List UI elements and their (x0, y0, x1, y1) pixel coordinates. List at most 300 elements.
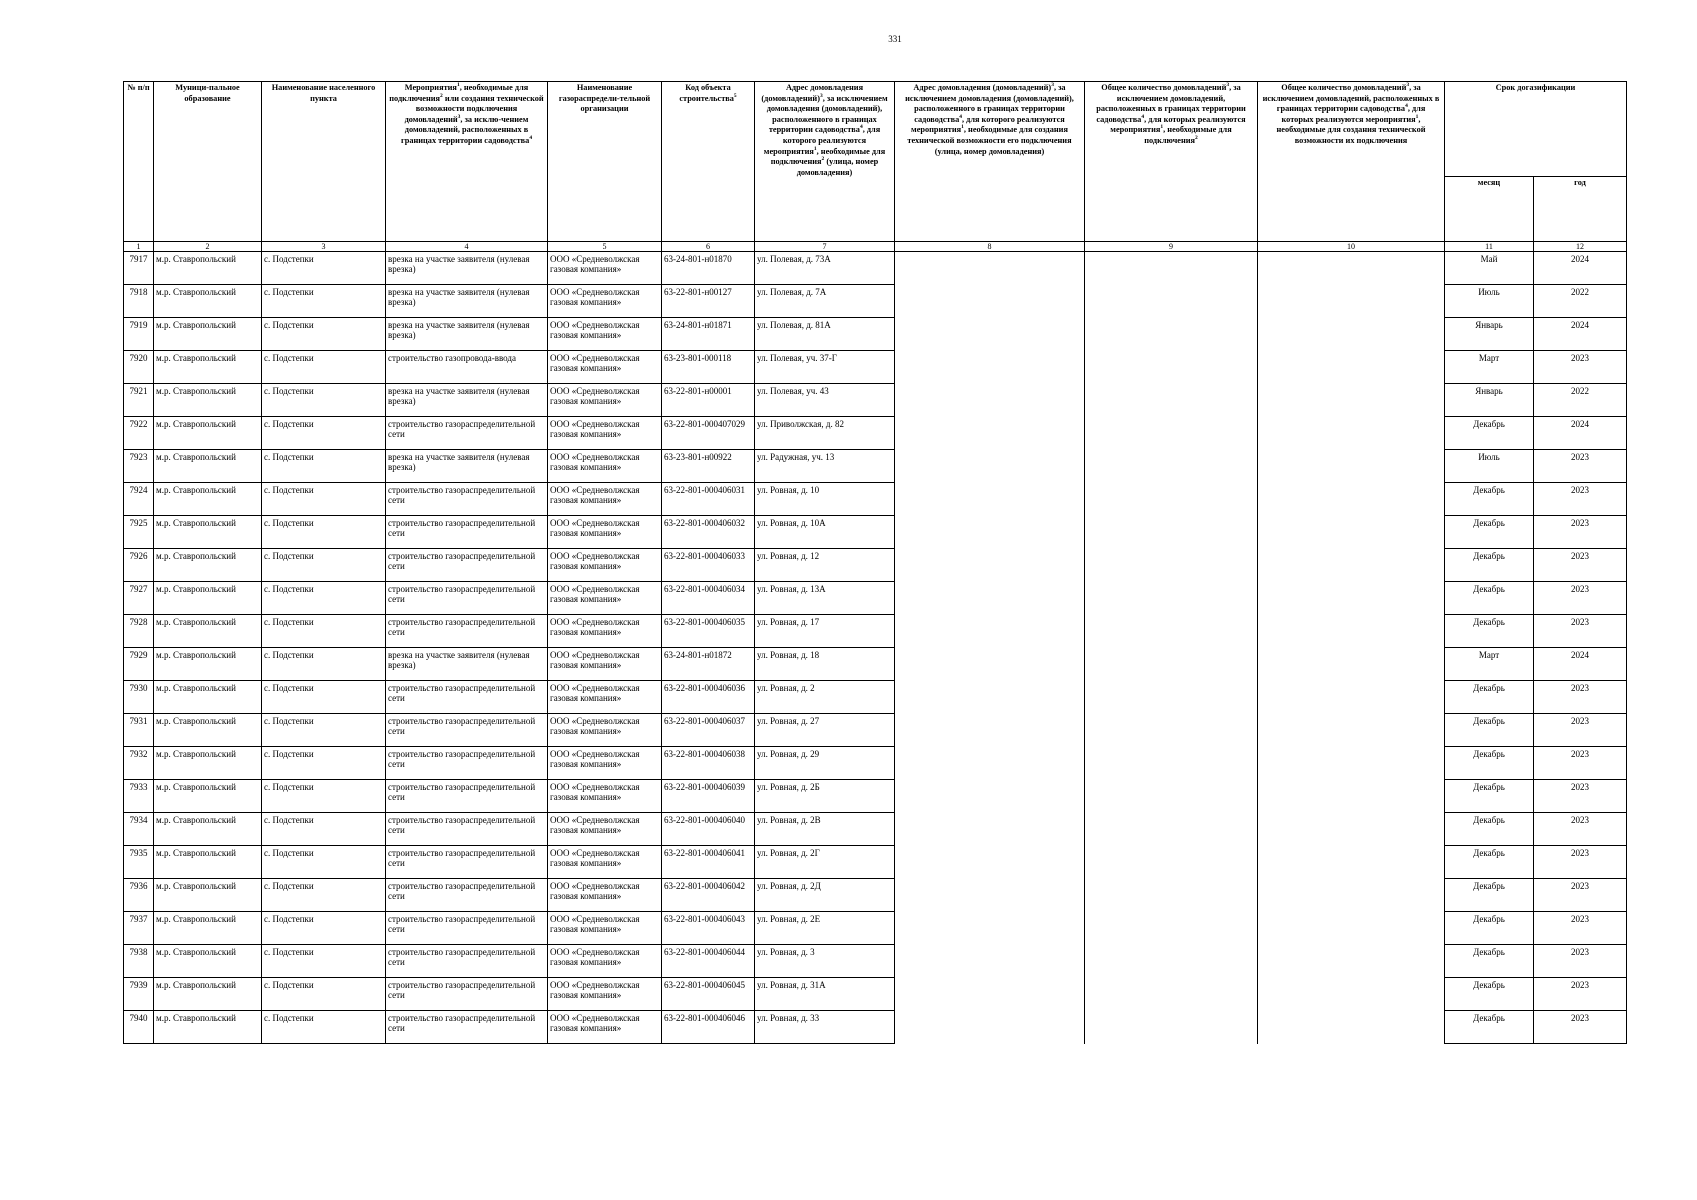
column-number: 9 (1085, 242, 1258, 252)
table-row (124, 681, 1627, 714)
row-total-technical (1258, 252, 1445, 285)
row-organization: ООО «Средневолжская газовая компания» (548, 384, 662, 417)
row-number: 7940 (124, 1011, 154, 1044)
row-object-code: 63-22-801-000406045 (662, 978, 755, 1011)
row-address-technical (895, 450, 1085, 483)
row-address: ул. Ровная, д. 2В (755, 813, 895, 846)
header-address-technical: Адрес домовладения (домовладений)$^3$, за исключением домовладения (домовладений), расположенного в границах территории садоводства$^4$, для которого реализуются мероприятия$^1$, необходимые для создания технической возможности его подключения (улица, номер домовладения) (895, 82, 1085, 242)
row-number: 7932 (124, 747, 154, 780)
row-object-code: 63-22-801-н00001 (662, 384, 755, 417)
row-address: ул. Ровная, д. 13А (755, 582, 895, 615)
table-row (124, 582, 1627, 615)
row-municipality: м.р. Ставропольский (154, 516, 262, 549)
row-organization: ООО «Средневолжская газовая компания» (548, 912, 662, 945)
row-number: 7927 (124, 582, 154, 615)
row-total-connection (1085, 450, 1258, 483)
row-month: Декабрь (1445, 615, 1534, 648)
table-row (124, 912, 1627, 945)
row-total-connection (1085, 648, 1258, 681)
row-object-code: 63-22-801-000406036 (662, 681, 755, 714)
row-month: Май (1445, 252, 1534, 285)
row-year: 2023 (1534, 681, 1627, 714)
row-measure: врезка на участке заявителя (нулевая врезка) (386, 384, 548, 417)
row-total-connection (1085, 285, 1258, 318)
table-row (124, 813, 1627, 846)
row-organization: ООО «Средневолжская газовая компания» (548, 1011, 662, 1044)
row-organization: ООО «Средневолжская газовая компания» (548, 549, 662, 582)
row-total-technical (1258, 351, 1445, 384)
row-number: 7918 (124, 285, 154, 318)
row-object-code: 63-22-801-000406038 (662, 747, 755, 780)
row-address: ул. Ровная, д. 2Б (755, 780, 895, 813)
table-row (124, 450, 1627, 483)
row-address: ул. Полевая, д. 81А (755, 318, 895, 351)
row-number: 7930 (124, 681, 154, 714)
row-year: 2023 (1534, 879, 1627, 912)
row-number: 7934 (124, 813, 154, 846)
column-number: 1 (124, 242, 154, 252)
row-total-technical (1258, 285, 1445, 318)
row-number: 7936 (124, 879, 154, 912)
row-settlement: с. Подстепки (262, 714, 386, 747)
row-measure: врезка на участке заявителя (нулевая врезка) (386, 252, 548, 285)
row-object-code: 63-22-801-000406046 (662, 1011, 755, 1044)
row-object-code: 63-22-801-000406034 (662, 582, 755, 615)
header-municipality: Муници-пальное образование (154, 82, 262, 242)
header-object-code: Код объекта строительства$^5$ (662, 82, 755, 242)
row-number: 7937 (124, 912, 154, 945)
row-municipality: м.р. Ставропольский (154, 780, 262, 813)
row-object-code: 63-22-801-000406041 (662, 846, 755, 879)
row-address-technical (895, 846, 1085, 879)
row-total-technical (1258, 615, 1445, 648)
row-settlement: с. Подстепки (262, 516, 386, 549)
header-total-technical: Общее количество домовладений$^3$, за исключением домовладений, расположенных в границах территории садоводства$^4$, для которых реализуются мероприятия$^1$, необходимые для создания технической возможности их подключения (1258, 82, 1445, 242)
row-total-connection (1085, 483, 1258, 516)
table-row (124, 780, 1627, 813)
row-municipality: м.р. Ставропольский (154, 252, 262, 285)
table-row (124, 351, 1627, 384)
row-organization: ООО «Средневолжская газовая компания» (548, 681, 662, 714)
row-organization: ООО «Средневолжская газовая компания» (548, 747, 662, 780)
row-organization: ООО «Средневолжская газовая компания» (548, 516, 662, 549)
row-month: Декабрь (1445, 1011, 1534, 1044)
row-measure: строительство газораспределительной сети (386, 813, 548, 846)
row-year: 2024 (1534, 417, 1627, 450)
row-address: ул. Полевая, уч. 37-Г (755, 351, 895, 384)
row-measure: строительство газораспределительной сети (386, 747, 548, 780)
row-total-technical (1258, 747, 1445, 780)
row-month: Декабрь (1445, 978, 1534, 1011)
row-object-code: 63-24-801-н01870 (662, 252, 755, 285)
row-year: 2023 (1534, 1011, 1627, 1044)
row-address-technical (895, 978, 1085, 1011)
row-address: ул. Ровная, д. 17 (755, 615, 895, 648)
table-row (124, 384, 1627, 417)
row-address: ул. Ровная, д. 18 (755, 648, 895, 681)
row-year: 2023 (1534, 978, 1627, 1011)
row-organization: ООО «Средневолжская газовая компания» (548, 417, 662, 450)
row-measure: врезка на участке заявителя (нулевая врезка) (386, 450, 548, 483)
row-month: Декабрь (1445, 582, 1534, 615)
row-total-technical (1258, 417, 1445, 450)
row-number: 7929 (124, 648, 154, 681)
row-object-code: 63-23-801-н00922 (662, 450, 755, 483)
table-row (124, 318, 1627, 351)
column-number: 2 (154, 242, 262, 252)
row-organization: ООО «Средневолжская газовая компания» (548, 846, 662, 879)
row-settlement: с. Подстепки (262, 681, 386, 714)
row-year: 2022 (1534, 285, 1627, 318)
row-total-technical (1258, 582, 1445, 615)
row-municipality: м.р. Ставропольский (154, 351, 262, 384)
row-year: 2024 (1534, 648, 1627, 681)
row-number: 7921 (124, 384, 154, 417)
row-object-code: 63-24-801-н01872 (662, 648, 755, 681)
header-month: месяц (1445, 177, 1534, 242)
page-number: 331 (888, 34, 902, 44)
row-year: 2023 (1534, 945, 1627, 978)
row-total-technical (1258, 846, 1445, 879)
header-measures: Мероприятия$^1$, необходимые для подключения$^2$ или создания технической возможности подключения домовладений$^3$, за исклю-чением домовладений, расположенных в границах территории садоводства$^4$ (386, 82, 548, 242)
row-municipality: м.р. Ставропольский (154, 615, 262, 648)
row-settlement: с. Подстепки (262, 483, 386, 516)
row-municipality: м.р. Ставропольский (154, 978, 262, 1011)
row-municipality: м.р. Ставропольский (154, 714, 262, 747)
row-address-technical (895, 780, 1085, 813)
row-municipality: м.р. Ставропольский (154, 285, 262, 318)
row-year: 2023 (1534, 516, 1627, 549)
row-measure: строительство газораспределительной сети (386, 714, 548, 747)
row-number: 7923 (124, 450, 154, 483)
row-total-technical (1258, 714, 1445, 747)
row-object-code: 63-22-801-000406040 (662, 813, 755, 846)
row-municipality: м.р. Ставропольский (154, 318, 262, 351)
row-measure: врезка на участке заявителя (нулевая врезка) (386, 285, 548, 318)
row-organization: ООО «Средневолжская газовая компания» (548, 648, 662, 681)
row-month: Декабрь (1445, 945, 1534, 978)
row-settlement: с. Подстепки (262, 747, 386, 780)
row-measure: врезка на участке заявителя (нулевая врезка) (386, 318, 548, 351)
row-address-technical (895, 582, 1085, 615)
row-number: 7938 (124, 945, 154, 978)
row-address: ул. Полевая, д. 73А (755, 252, 895, 285)
row-total-connection (1085, 747, 1258, 780)
row-settlement: с. Подстепки (262, 615, 386, 648)
header-term: Срок догазификации (1445, 82, 1627, 177)
row-municipality: м.р. Ставропольский (154, 417, 262, 450)
row-address-technical (895, 714, 1085, 747)
row-object-code: 63-22-801-000406044 (662, 945, 755, 978)
row-address: ул. Ровная, д. 2 (755, 681, 895, 714)
row-year: 2023 (1534, 780, 1627, 813)
row-month: Декабрь (1445, 549, 1534, 582)
row-organization: ООО «Средневолжская газовая компания» (548, 879, 662, 912)
table-row (124, 483, 1627, 516)
row-address: ул. Полевая, уч. 43 (755, 384, 895, 417)
row-number: 7925 (124, 516, 154, 549)
row-total-technical (1258, 516, 1445, 549)
row-address-technical (895, 747, 1085, 780)
row-measure: строительство газораспределительной сети (386, 846, 548, 879)
row-total-technical (1258, 549, 1445, 582)
row-settlement: с. Подстепки (262, 1011, 386, 1044)
row-year: 2024 (1534, 252, 1627, 285)
row-total-technical (1258, 681, 1445, 714)
column-number: 4 (386, 242, 548, 252)
row-total-connection (1085, 351, 1258, 384)
row-number: 7917 (124, 252, 154, 285)
row-month: Декабрь (1445, 681, 1534, 714)
row-address-technical (895, 681, 1085, 714)
table-row (124, 549, 1627, 582)
row-total-connection (1085, 978, 1258, 1011)
row-organization: ООО «Средневолжская газовая компания» (548, 351, 662, 384)
row-measure: строительство газораспределительной сети (386, 483, 548, 516)
row-settlement: с. Подстепки (262, 813, 386, 846)
column-number-row (124, 242, 1627, 252)
row-organization: ООО «Средневолжская газовая компания» (548, 813, 662, 846)
table-row (124, 747, 1627, 780)
row-total-connection (1085, 516, 1258, 549)
row-total-technical (1258, 978, 1445, 1011)
row-measure: строительство газораспределительной сети (386, 780, 548, 813)
row-total-technical (1258, 1011, 1445, 1044)
row-address: ул. Ровная, д. 12 (755, 549, 895, 582)
row-total-connection (1085, 780, 1258, 813)
row-month: Июль (1445, 450, 1534, 483)
row-address-technical (895, 549, 1085, 582)
row-total-technical (1258, 450, 1445, 483)
row-month: Декабрь (1445, 813, 1534, 846)
row-municipality: м.р. Ставропольский (154, 648, 262, 681)
table-row (124, 879, 1627, 912)
header-year: год (1534, 177, 1627, 242)
row-object-code: 63-22-801-000406043 (662, 912, 755, 945)
row-measure: строительство газораспределительной сети (386, 945, 548, 978)
row-measure: строительство газораспределительной сети (386, 681, 548, 714)
row-address: ул. Ровная, д. 2Д (755, 879, 895, 912)
row-measure: строительство газораспределительной сети (386, 516, 548, 549)
row-address: ул. Ровная, д. 10А (755, 516, 895, 549)
row-address-technical (895, 483, 1085, 516)
row-month: Декабрь (1445, 846, 1534, 879)
row-measure: строительство газораспределительной сети (386, 549, 548, 582)
row-total-connection (1085, 549, 1258, 582)
row-settlement: с. Подстепки (262, 912, 386, 945)
row-object-code: 63-22-801-000406031 (662, 483, 755, 516)
row-total-technical (1258, 648, 1445, 681)
row-address-technical (895, 318, 1085, 351)
row-municipality: м.р. Ставропольский (154, 450, 262, 483)
row-total-connection (1085, 879, 1258, 912)
row-month: Март (1445, 351, 1534, 384)
row-number: 7928 (124, 615, 154, 648)
row-object-code: 63-22-801-000406033 (662, 549, 755, 582)
table-row (124, 417, 1627, 450)
row-organization: ООО «Средневолжская газовая компания» (548, 945, 662, 978)
row-measure: строительство газораспределительной сети (386, 1011, 548, 1044)
row-address: ул. Приволжская, д. 82 (755, 417, 895, 450)
row-measure: строительство газораспределительной сети (386, 417, 548, 450)
row-settlement: с. Подстепки (262, 549, 386, 582)
row-object-code: 63-22-801-000406035 (662, 615, 755, 648)
header-no: № п/п (124, 82, 154, 242)
row-settlement: с. Подстепки (262, 978, 386, 1011)
row-total-connection (1085, 681, 1258, 714)
row-year: 2022 (1534, 384, 1627, 417)
row-number: 7933 (124, 780, 154, 813)
row-total-connection (1085, 384, 1258, 417)
table-body (124, 242, 1627, 1044)
row-address-technical (895, 648, 1085, 681)
row-municipality: м.р. Ставропольский (154, 1011, 262, 1044)
row-number: 7919 (124, 318, 154, 351)
row-municipality: м.р. Ставропольский (154, 549, 262, 582)
row-year: 2023 (1534, 582, 1627, 615)
row-address-technical (895, 813, 1085, 846)
row-month: Декабрь (1445, 516, 1534, 549)
row-number: 7922 (124, 417, 154, 450)
row-organization: ООО «Средневолжская газовая компания» (548, 483, 662, 516)
column-number: 11 (1445, 242, 1534, 252)
column-number: 3 (262, 242, 386, 252)
row-municipality: м.р. Ставропольский (154, 945, 262, 978)
row-total-connection (1085, 714, 1258, 747)
row-settlement: с. Подстепки (262, 351, 386, 384)
row-address: ул. Ровная, д. 2Г (755, 846, 895, 879)
row-total-connection (1085, 582, 1258, 615)
row-year: 2023 (1534, 483, 1627, 516)
row-total-connection (1085, 615, 1258, 648)
gasification-table (123, 81, 1627, 1044)
row-address: ул. Ровная, д. 27 (755, 714, 895, 747)
row-measure: строительство газораспределительной сети (386, 879, 548, 912)
row-municipality: м.р. Ставропольский (154, 483, 262, 516)
row-month: Декабрь (1445, 912, 1534, 945)
row-object-code: 63-22-801-000406037 (662, 714, 755, 747)
row-year: 2023 (1534, 846, 1627, 879)
row-organization: ООО «Средневолжская газовая компания» (548, 780, 662, 813)
row-organization: ООО «Средневолжская газовая компания» (548, 450, 662, 483)
row-year: 2023 (1534, 714, 1627, 747)
header-settlement: Наименование населенного пункта (262, 82, 386, 242)
row-organization: ООО «Средневолжская газовая компания» (548, 582, 662, 615)
row-address: ул. Радужная, уч. 13 (755, 450, 895, 483)
row-month: Январь (1445, 384, 1534, 417)
row-total-connection (1085, 318, 1258, 351)
header-address-connection: Адрес домовладения (домовладений)$^3$, за исключением домовладения (домовладений), расположенного в границах территории садоводства$^4$, для которого реализуются мероприятия$^1$, необходимые для подключения$^2$ (улица, номер домовладения) (755, 82, 895, 242)
row-total-technical (1258, 318, 1445, 351)
table-row (124, 285, 1627, 318)
row-year: 2023 (1534, 813, 1627, 846)
row-municipality: м.р. Ставропольский (154, 846, 262, 879)
row-settlement: с. Подстепки (262, 450, 386, 483)
row-settlement: с. Подстепки (262, 417, 386, 450)
row-total-connection (1085, 945, 1258, 978)
row-total-connection (1085, 813, 1258, 846)
row-settlement: с. Подстепки (262, 285, 386, 318)
row-address-technical (895, 417, 1085, 450)
row-month: Декабрь (1445, 747, 1534, 780)
row-address-technical (895, 615, 1085, 648)
row-municipality: м.р. Ставропольский (154, 912, 262, 945)
row-settlement: с. Подстепки (262, 846, 386, 879)
row-month: Декабрь (1445, 417, 1534, 450)
row-month: Декабрь (1445, 879, 1534, 912)
row-address-technical (895, 912, 1085, 945)
row-address: ул. Ровная, д. 31А (755, 978, 895, 1011)
row-address-technical (895, 1011, 1085, 1044)
row-municipality: м.р. Ставропольский (154, 384, 262, 417)
row-address: ул. Ровная, д. 29 (755, 747, 895, 780)
row-address-technical (895, 252, 1085, 285)
row-municipality: м.р. Ставропольский (154, 681, 262, 714)
row-total-technical (1258, 813, 1445, 846)
row-measure: строительство газораспределительной сети (386, 615, 548, 648)
row-number: 7931 (124, 714, 154, 747)
column-number: 5 (548, 242, 662, 252)
table-row (124, 714, 1627, 747)
row-year: 2023 (1534, 450, 1627, 483)
row-address-technical (895, 351, 1085, 384)
row-month: Декабрь (1445, 483, 1534, 516)
row-year: 2023 (1534, 549, 1627, 582)
row-measure: строительство газораспределительной сети (386, 582, 548, 615)
row-measure: строительство газораспределительной сети (386, 978, 548, 1011)
row-number: 7924 (124, 483, 154, 516)
header-gas-organization: Наименование газораспредели-тельной организации (548, 82, 662, 242)
column-number: 10 (1258, 242, 1445, 252)
row-total-connection (1085, 252, 1258, 285)
row-address: ул. Полевая, д. 7А (755, 285, 895, 318)
row-municipality: м.р. Ставропольский (154, 879, 262, 912)
row-measure: строительство газопровода-ввода (386, 351, 548, 384)
row-month: Декабрь (1445, 780, 1534, 813)
table-row (124, 252, 1627, 285)
row-address: ул. Ровная, д. 10 (755, 483, 895, 516)
row-month: Январь (1445, 318, 1534, 351)
header-total-connection: Общее количество домовладений$^3$, за исключением домовладений, расположенных в границах территории садоводства$^4$, для которых реализуются мероприятия$^1$, необходимые для подключения$^2$ (1085, 82, 1258, 242)
row-total-technical (1258, 879, 1445, 912)
row-total-connection (1085, 846, 1258, 879)
row-address: ул. Ровная, д. 2Е (755, 912, 895, 945)
row-municipality: м.р. Ставропольский (154, 582, 262, 615)
row-year: 2024 (1534, 318, 1627, 351)
row-settlement: с. Подстепки (262, 252, 386, 285)
row-number: 7939 (124, 978, 154, 1011)
row-object-code: 63-22-801-н00127 (662, 285, 755, 318)
row-measure: строительство газораспределительной сети (386, 912, 548, 945)
column-number: 8 (895, 242, 1085, 252)
column-number: 12 (1534, 242, 1627, 252)
row-address-technical (895, 516, 1085, 549)
row-object-code: 63-22-801-000406039 (662, 780, 755, 813)
table-row (124, 516, 1627, 549)
row-total-connection (1085, 912, 1258, 945)
table-row (124, 846, 1627, 879)
table-row (124, 1011, 1627, 1044)
row-municipality: м.р. Ставропольский (154, 747, 262, 780)
column-number: 7 (755, 242, 895, 252)
row-month: Март (1445, 648, 1534, 681)
row-municipality: м.р. Ставропольский (154, 813, 262, 846)
row-organization: ООО «Средневолжская газовая компания» (548, 714, 662, 747)
row-month: Декабрь (1445, 714, 1534, 747)
row-address: ул. Ровная, д. 33 (755, 1011, 895, 1044)
row-year: 2023 (1534, 912, 1627, 945)
row-address-technical (895, 285, 1085, 318)
